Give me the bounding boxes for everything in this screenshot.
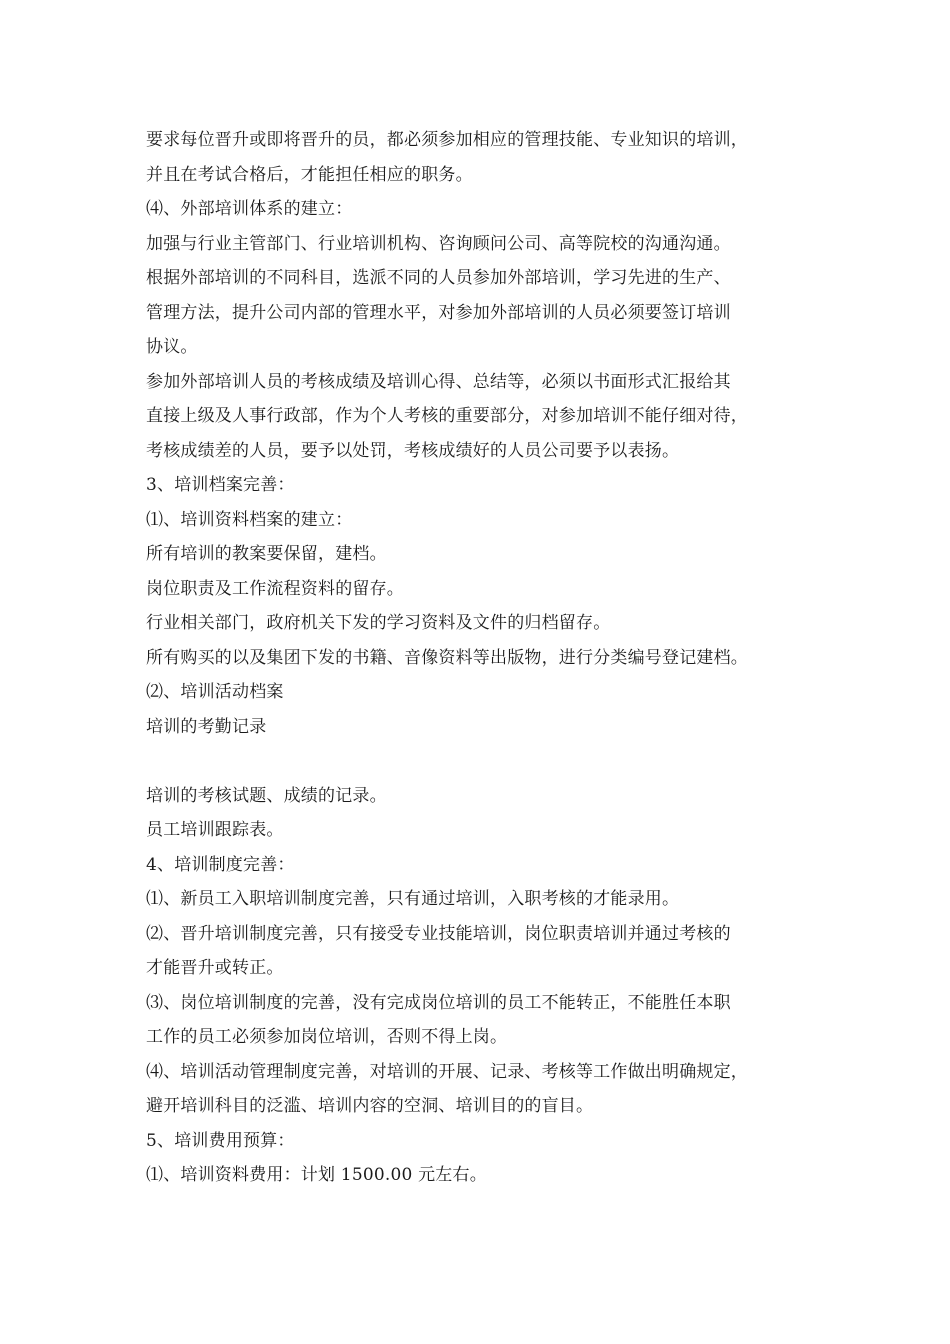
paragraph-line: 员工培训跟踪表。 [146,820,284,840]
paragraph-line: 培训的考勤记录 [146,716,267,737]
paragraph-line: 加强与行业主管部门、行业培训机构、咨询顾问公司、高等院校的沟通沟通。 [146,233,731,254]
paragraph-line: ⑵、晋升培训制度完善，只有接受专业技能培训，岗位职责培训并通过考核的 [146,923,731,944]
paragraph-line: ⑴、新员工入职培训制度完善，只有通过培训，入职考核的才能录用。 [146,889,680,909]
paragraph-line: 行业相关部门，政府机关下发的学习资料及文件的归档留存。 [146,613,611,633]
paragraph-line: 协议。 [146,337,198,357]
blank-line [146,744,826,779]
paragraph-line: 直接上级及人事行政部，作为个人考核的重要部分，对参加培训不能仔细对待， [146,406,748,426]
paragraph-line: 工作的员工必须参加岗位培训，否则不得上岗。 [146,1027,508,1047]
section-heading: 5、培训费用预算： [146,1130,295,1151]
paragraph-line: 所有培训的教案要保留，建档。 [146,544,387,564]
paragraph-line: 根据外部培训的不同科目，选派不同的人员参加外部培训，学习先进的生产、 [146,268,731,288]
paragraph-line: ⑶、岗位培训制度的完善，没有完成岗位培训的员工不能转正，不能胜任本职 [146,992,731,1013]
paragraph-line: 考核成绩差的人员，要予以处罚，考核成绩好的人员公司要予以表扬。 [146,440,680,461]
paragraph-line: 培训的考核试题、成绩的记录。 [146,785,387,806]
subsection-heading: ⑴、培训资料档案的建立： [146,509,353,530]
section-heading: 4、培训制度完善： [146,854,295,875]
paragraph-line: 并且在考试合格后，才能担任相应的职务。 [146,164,473,185]
paragraph-line: ⑴、培训资料费用：计划 1500.00 元左右。 [146,1165,487,1185]
section-heading: 3、培训档案完善： [146,475,295,495]
section-heading: ⑷、外部培训体系的建立： [146,199,353,219]
subsection-heading: ⑵、培训活动档案 [146,682,284,702]
paragraph-line: 要求每位晋升或即将晋升的员，都必须参加相应的管理技能、专业知识的培训， [146,130,748,150]
paragraph-line: 所有购买的以及集团下发的书籍、音像资料等出版物，进行分类编号登记建档。 [146,647,748,668]
paragraph-line: 才能晋升或转正。 [146,958,284,978]
document-body [146,123,826,1193]
paragraph-line: 避开培训科目的泛滥、培训内容的空洞、培训目的的盲目。 [146,1096,594,1116]
paragraph-line: ⑷、培训活动管理制度完善，对培训的开展、记录、考核等工作做出明确规定， [146,1061,748,1082]
paragraph-line: 岗位职责及工作流程资料的留存。 [146,578,404,599]
paragraph-line: 管理方法，提升公司内部的管理水平，对参加外部培训的人员必须要签订培训 [146,302,731,323]
paragraph-line: 参加外部培训人员的考核成绩及培训心得、总结等，必须以书面形式汇报给其 [146,371,731,392]
